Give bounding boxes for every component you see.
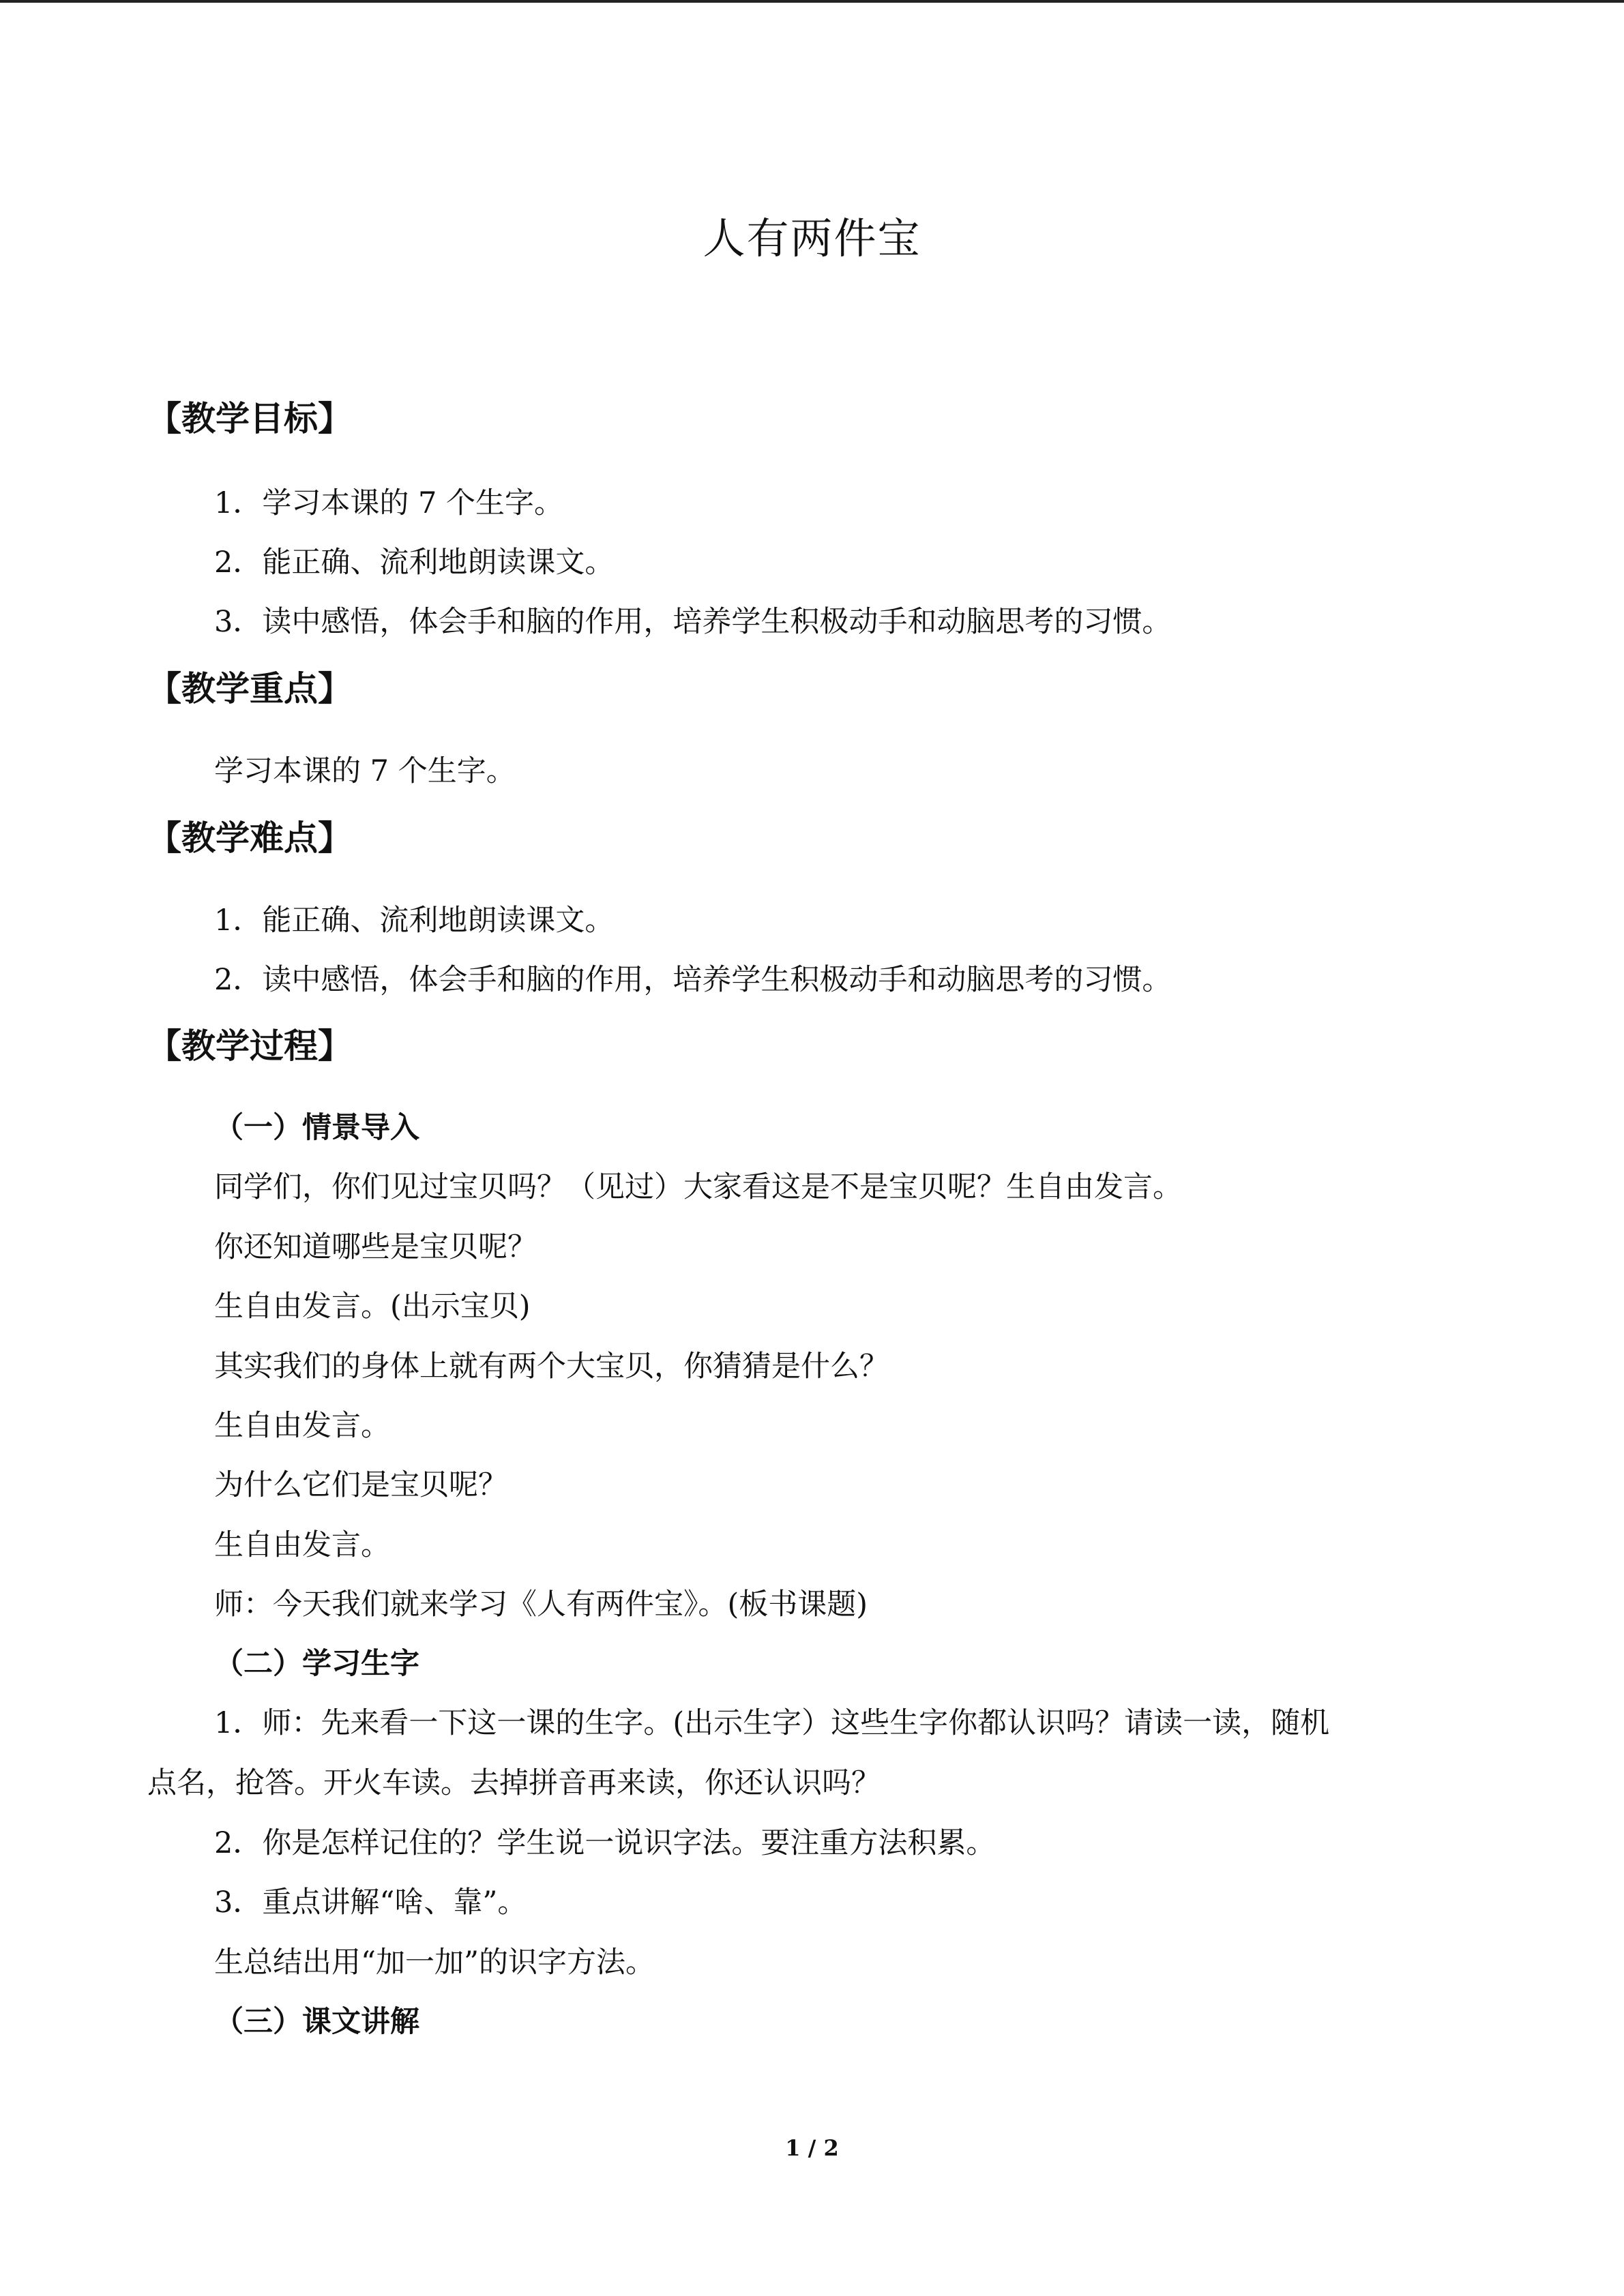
section-heading-key-points: 【教学重点】 (147, 669, 352, 709)
process-part1-line-4: 其实我们的身体上就有两个大宝贝，你猜猜是什么？ (214, 1350, 889, 1384)
process-part1-line-5: 生自由发言。 (214, 1409, 390, 1443)
process-part1-line-7: 生自由发言。 (214, 1528, 390, 1562)
process-part3-heading: （三）课文讲解 (214, 2005, 419, 2039)
difficulty-item-1: 1．能正确、流利地朗读课文。 (214, 904, 615, 938)
section-heading-goals: 【教学目标】 (147, 399, 352, 438)
section-heading-process: 【教学过程】 (147, 1026, 352, 1066)
goal-item-2: 2．能正确、流利地朗读课文。 (214, 546, 615, 580)
page-number: 1 / 2 (785, 2135, 839, 2161)
process-part2-line-4: 生总结出用“加一加”的识字方法。 (214, 1945, 655, 1980)
difficulty-item-2: 2．读中感悟，体会手和脑的作用，培养学生积极动手和动脑思考的习惯。 (214, 963, 1172, 997)
process-part2-line-3: 3．重点讲解“啥、靠”。 (214, 1885, 527, 1920)
process-part1-line-6: 为什么它们是宝贝呢？ (214, 1468, 507, 1502)
document-title: 人有两件宝 (703, 213, 921, 263)
process-part2-heading: （二）学习生字 (214, 1647, 419, 1681)
process-part1-line-8: 师：今天我们就来学习《人有两件宝》。(板书课题) (214, 1587, 868, 1622)
goal-item-1: 1．学习本课的 7 个生字。 (214, 486, 564, 520)
process-part2-line-2: 2．你是怎样记住的？学生说一说识字法。要注重方法积累。 (214, 1826, 996, 1860)
goal-item-3: 3．读中感悟，体会手和脑的作用，培养学生积极动手和动脑思考的习惯。 (214, 605, 1172, 639)
process-part2-line-1: 1．师：先来看一下这一课的生字。(出示生字）这些生字你都认识吗？请读一读，随机 (214, 1706, 1330, 1740)
key-point-item-1: 学习本课的 7 个生字。 (214, 754, 516, 788)
process-part1-line-1: 同学们，你们见过宝贝吗？（见过）大家看这是不是宝贝呢？生自由发言。 (214, 1170, 1182, 1204)
top-border-line (0, 0, 1624, 3)
process-part2-line-1-continued: 点名，抢答。开火车读。去掉拼音再来读，你还认识吗？ (147, 1766, 881, 1800)
process-part1-line-2: 你还知道哪些是宝贝呢？ (214, 1230, 537, 1264)
process-part1-line-3: 生自由发言。(出示宝贝) (214, 1289, 531, 1324)
section-heading-difficulties: 【教学难点】 (147, 818, 352, 858)
process-part1-heading: （一）情景导入 (214, 1111, 419, 1145)
